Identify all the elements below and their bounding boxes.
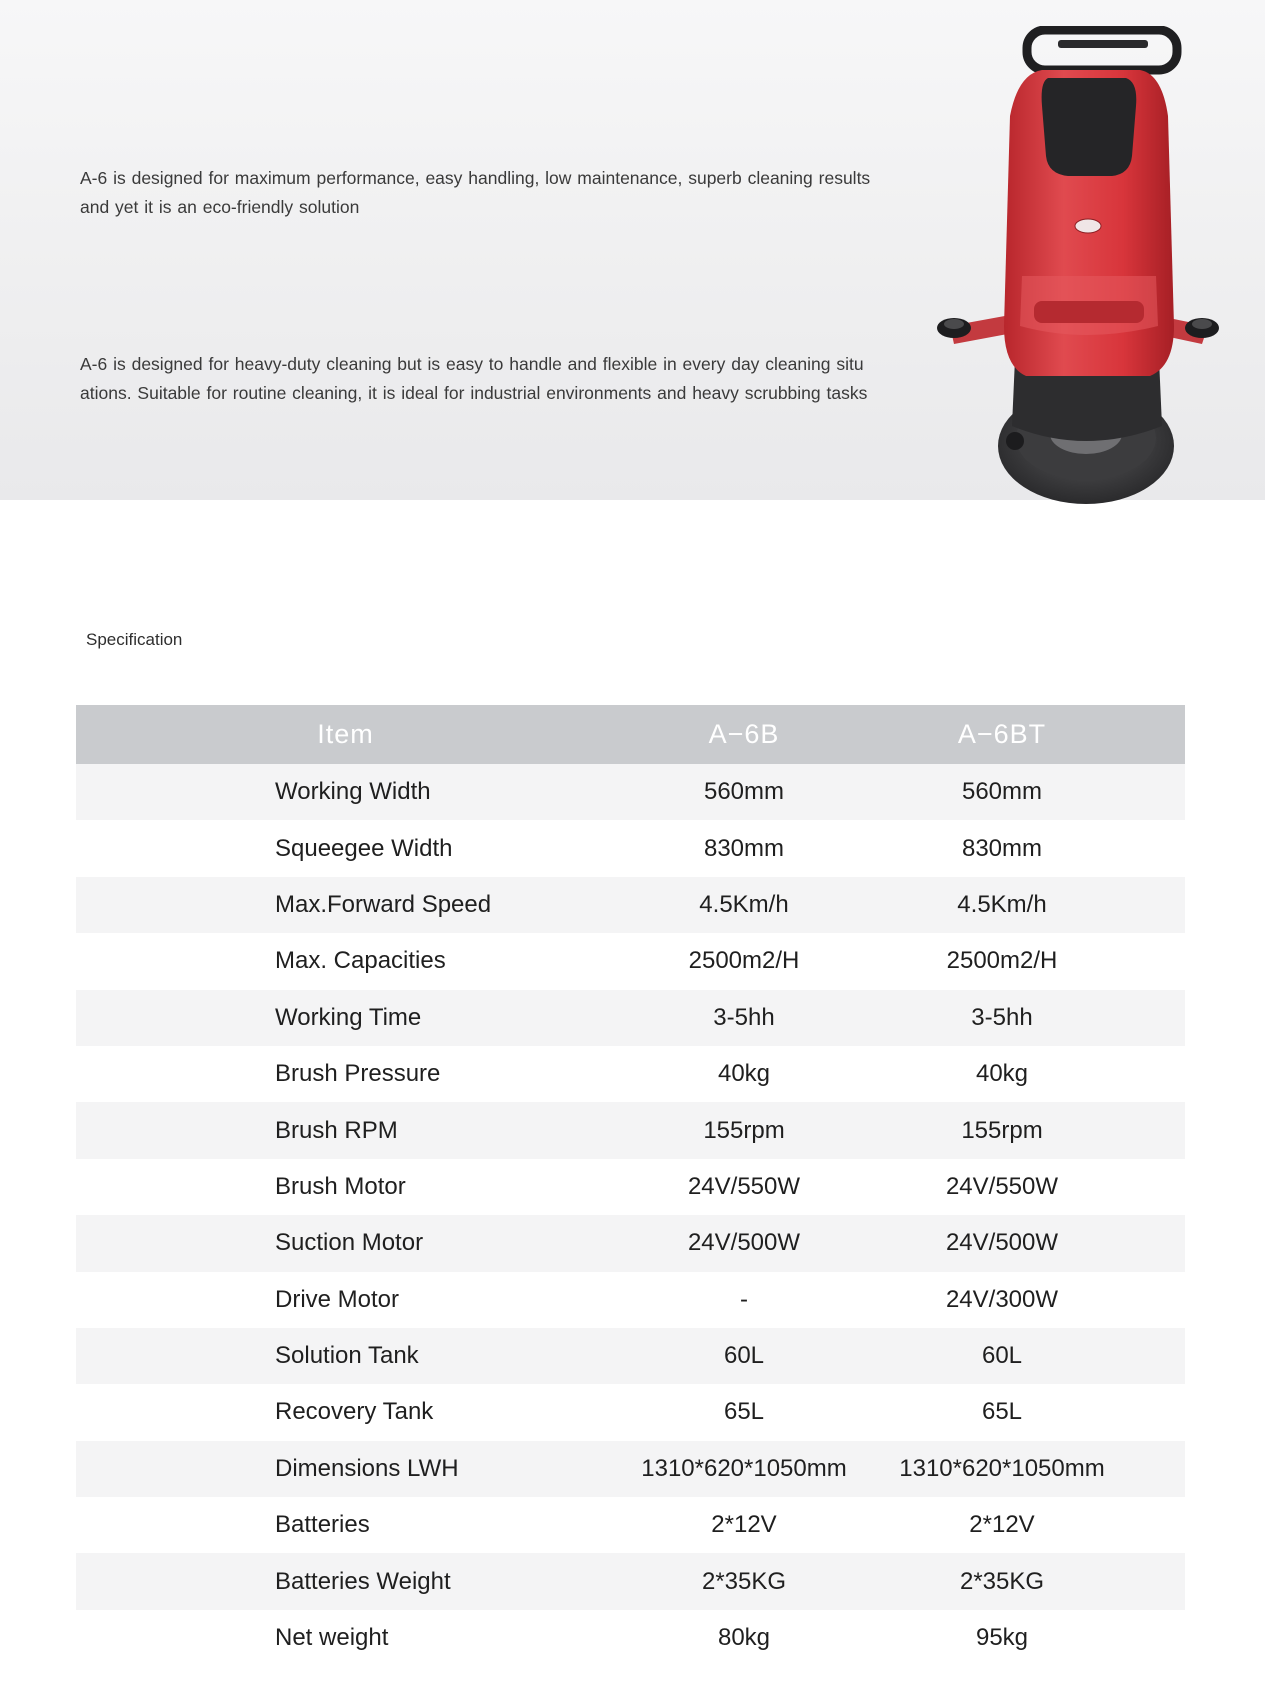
table-row xyxy=(76,1046,1185,1102)
table-header-row xyxy=(76,705,1185,764)
table-body xyxy=(76,764,1185,1666)
table-row xyxy=(76,933,1185,989)
header-a6bt: A−6BT xyxy=(873,705,1131,764)
spec-a6bt-cell: 2*12V xyxy=(873,1497,1131,1553)
specification-table xyxy=(76,705,1185,1666)
hero-section xyxy=(0,0,1265,500)
table-row xyxy=(76,1384,1185,1440)
hero-paragraph-1: A-6 is designed for maximum performance, easy handling, low maintenance, superb cleaning results and yet it is an eco-friendly solution xyxy=(80,168,871,217)
spec-a6b-cell: 3-5hh xyxy=(615,990,873,1046)
row-spacer xyxy=(1131,877,1185,933)
spec-a6bt-cell: 95kg xyxy=(873,1610,1131,1666)
spec-item-cell: Working Time xyxy=(76,990,615,1046)
spec-item-cell: Squeegee Width xyxy=(76,820,615,876)
hero-paragraph-2: A-6 is designed for heavy-duty cleaning but is easy to handle and flexible in every day cleaning situ ations. Suitable for routine cleaning, it is ideal for industrial environments and heavy scrubbing tasks xyxy=(80,354,868,403)
table-row xyxy=(76,1610,1185,1666)
spec-item-cell: Batteries xyxy=(76,1497,615,1553)
spec-a6b-cell: 830mm xyxy=(615,820,873,876)
row-spacer xyxy=(1131,1328,1185,1384)
spec-a6bt-cell: 60L xyxy=(873,1328,1131,1384)
spec-a6bt-cell: 2500m2/H xyxy=(873,933,1131,989)
spec-a6bt-cell: 560mm xyxy=(873,764,1131,820)
spec-item-cell: Brush Pressure xyxy=(76,1046,615,1102)
row-spacer xyxy=(1131,764,1185,820)
spec-a6bt-cell: 1310*620*1050mm xyxy=(873,1441,1131,1497)
row-spacer xyxy=(1131,1102,1185,1158)
scrubber-machine-image xyxy=(930,26,1220,506)
table-row xyxy=(76,764,1185,820)
spec-a6b-cell: 65L xyxy=(615,1384,873,1440)
spec-a6b-cell: 2500m2/H xyxy=(615,933,873,989)
header-item: Item xyxy=(76,705,615,764)
row-spacer xyxy=(1131,1441,1185,1497)
spec-item-cell: Max. Capacities xyxy=(76,933,615,989)
row-spacer xyxy=(1131,990,1185,1046)
spec-item-cell: Batteries Weight xyxy=(76,1553,615,1609)
spec-item-cell: Solution Tank xyxy=(76,1328,615,1384)
spec-a6bt-cell: 24V/550W xyxy=(873,1159,1131,1215)
spec-a6b-cell: 24V/500W xyxy=(615,1215,873,1271)
spec-item-cell: Drive Motor xyxy=(76,1272,615,1328)
spec-item-cell: Suction Motor xyxy=(76,1215,615,1271)
spec-a6b-cell: 1310*620*1050mm xyxy=(615,1441,873,1497)
row-spacer xyxy=(1131,1272,1185,1328)
spec-a6b-cell: 40kg xyxy=(615,1046,873,1102)
spec-item-cell: Max.Forward Speed xyxy=(76,877,615,933)
spec-item-cell: Brush RPM xyxy=(76,1102,615,1158)
row-spacer xyxy=(1131,1553,1185,1609)
row-spacer xyxy=(1131,1046,1185,1102)
spec-item-cell: Net weight xyxy=(76,1610,615,1666)
spec-a6bt-cell: 40kg xyxy=(873,1046,1131,1102)
table-row xyxy=(76,1215,1185,1271)
table-row xyxy=(76,877,1185,933)
spec-a6bt-cell: 4.5Km/h xyxy=(873,877,1131,933)
spec-a6bt-cell: 830mm xyxy=(873,820,1131,876)
row-spacer xyxy=(1131,1384,1185,1440)
spec-a6b-cell: 80kg xyxy=(615,1610,873,1666)
table-row xyxy=(76,1328,1185,1384)
table-row xyxy=(76,1441,1185,1497)
table-row xyxy=(76,1497,1185,1553)
spec-a6b-cell: 155rpm xyxy=(615,1102,873,1158)
spec-a6b-cell: 2*35KG xyxy=(615,1553,873,1609)
spec-a6b-cell: 60L xyxy=(615,1328,873,1384)
spec-a6bt-cell: 3-5hh xyxy=(873,990,1131,1046)
row-spacer xyxy=(1131,1497,1185,1553)
row-spacer xyxy=(1131,933,1185,989)
spec-item-cell: Dimensions LWH xyxy=(76,1441,615,1497)
header-spacer xyxy=(1131,705,1185,764)
specification-label: Specification xyxy=(86,630,183,649)
spec-a6bt-cell: 65L xyxy=(873,1384,1131,1440)
table-row xyxy=(76,1553,1185,1609)
spec-a6bt-cell: 24V/500W xyxy=(873,1215,1131,1271)
row-spacer xyxy=(1131,1215,1185,1271)
row-spacer xyxy=(1131,820,1185,876)
spec-item-cell: Recovery Tank xyxy=(76,1384,615,1440)
header-a6b: A−6B xyxy=(615,705,873,764)
table-row xyxy=(76,1159,1185,1215)
spec-a6b-cell: 24V/550W xyxy=(615,1159,873,1215)
table-row xyxy=(76,1272,1185,1328)
spec-a6bt-cell: 24V/300W xyxy=(873,1272,1131,1328)
spec-a6b-cell: - xyxy=(615,1272,873,1328)
spec-item-cell: Working Width xyxy=(76,764,615,820)
row-spacer xyxy=(1131,1159,1185,1215)
row-spacer xyxy=(1131,1610,1185,1666)
spec-a6b-cell: 2*12V xyxy=(615,1497,873,1553)
spec-item-cell: Brush Motor xyxy=(76,1159,615,1215)
table-row xyxy=(76,1102,1185,1158)
spec-a6bt-cell: 155rpm xyxy=(873,1102,1131,1158)
table-row xyxy=(76,820,1185,876)
spec-a6bt-cell: 2*35KG xyxy=(873,1553,1131,1609)
spec-a6b-cell: 4.5Km/h xyxy=(615,877,873,933)
table-row xyxy=(76,990,1185,1046)
spec-a6b-cell: 560mm xyxy=(615,764,873,820)
